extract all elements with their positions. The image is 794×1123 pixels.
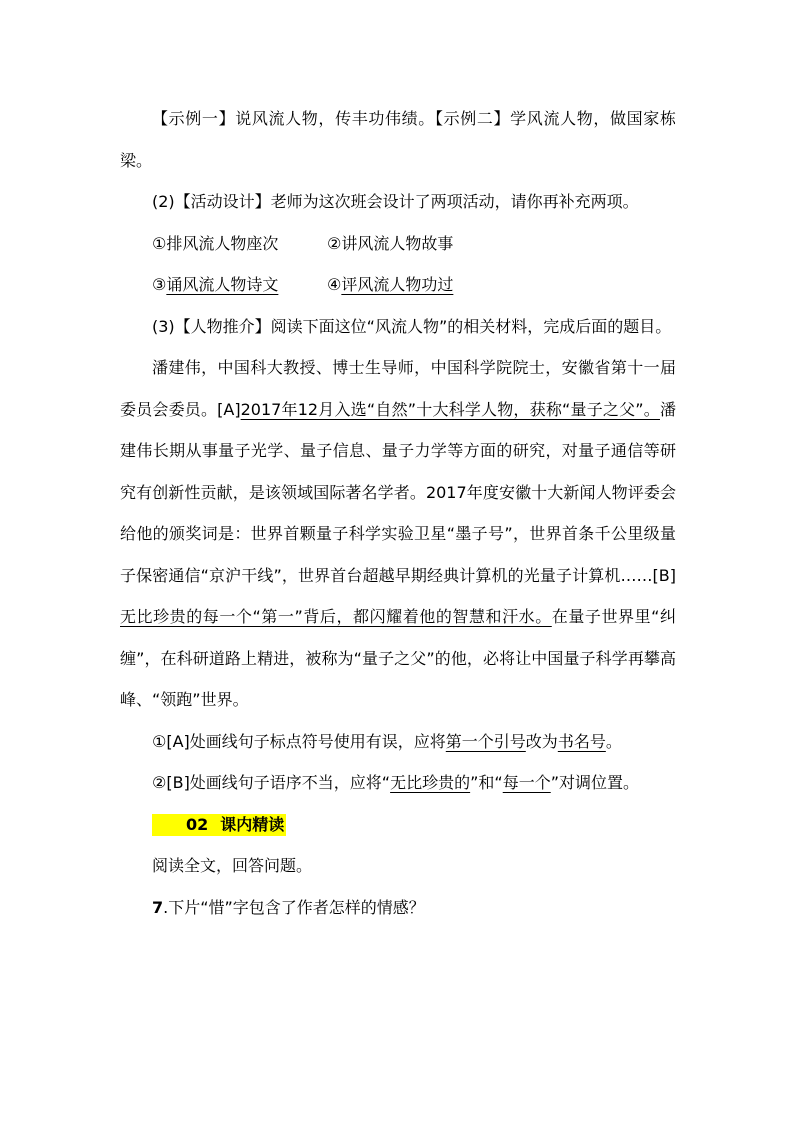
section-number: 02 — [186, 814, 209, 834]
passage-underline-a: 2017年12月入选“自然”十大科学人物，获称“量子之父”。 — [240, 399, 660, 419]
activity-option-1: ①排风流人物座次 — [152, 233, 279, 253]
passage-part-2: 潘建伟长期从事量子光学、量子信息、量子力学等方面的研究，对量子通信等研究有创新性贡献，是该领域国际著名学者。2017年度安徽十大新闻人物评委会给他的颁奖词是：世界首颗量子科学实验卫星“墨子号”，世界首条千公里级量子保密通信“京沪干线”，世界首台超越早期经典计算机的光量子计算机……[B] — [120, 399, 676, 585]
answer-b-middle: ”和“ — [470, 773, 503, 792]
answer-a-underline-1: 第一个引号 — [445, 731, 526, 751]
answer-b-suffix: ”对调位置。 — [550, 773, 640, 792]
answer-b-underline-1: 无比珍贵的 — [390, 773, 471, 792]
question-7 — [120, 887, 676, 929]
answer-b — [120, 762, 676, 804]
section-highlight — [152, 814, 286, 836]
passage-underline-b: 无比珍贵的每一个“第一”背后，都闪耀着他的智慧和汗水。 — [120, 607, 552, 626]
question-3-intro: (3)【人物推介】阅读下面这位“风流人物”的相关材料，完成后面的题目。 — [152, 316, 672, 336]
example-two-text: 学风流人物，做国家栋梁。 — [120, 109, 676, 170]
passage-part-1: 潘建伟，中国科大教授、博士生导师，中国科学院院士，安徽省第十一届委员会委员。[A] — [120, 358, 676, 419]
answer-a-prefix: ①[A]处画线句子标点符号使用有误，应将 — [152, 731, 446, 751]
document-page — [120, 98, 676, 928]
passage-part-3: 在量子世界里“纠缠”，在科研道路上精进，被称为“量子之父”的他，必将让中国量子科学再攀高峰、“领跑”世界。 — [120, 607, 676, 709]
activity-option-3-mark: ③ — [152, 275, 167, 294]
activity-option-2: ②讲风流人物故事 — [327, 233, 454, 253]
question-7-number: 7 — [152, 897, 164, 917]
answer-b-underline-2: 每一个 — [502, 773, 551, 792]
section-title: 课内精读 — [220, 814, 285, 834]
example-one-text: 说风流人物，传丰功伟绩。 — [235, 109, 435, 128]
answer-a-suffix: 。 — [605, 731, 622, 751]
passage-paragraph — [120, 347, 676, 721]
question-7-text: .下片“惜”字包含了作者怎样的情感？ — [163, 897, 425, 917]
answer-a-underline-2: 书名号 — [557, 731, 606, 751]
activity-option-4-answer: 评风流人物功过 — [341, 275, 454, 294]
activity-option-4-mark: ④ — [327, 275, 342, 294]
activity-option-3 — [152, 264, 327, 306]
activity-options-row-2 — [120, 264, 676, 306]
activity-options-row-1 — [120, 223, 676, 265]
activity-option-4 — [327, 264, 453, 306]
examples-paragraph — [120, 98, 676, 181]
activity-option-3-answer: 诵风流人物诗文 — [166, 275, 279, 294]
question-2-intro: (2)【活动设计】老师为这次班会设计了两项活动，请你再补充两项。 — [152, 192, 639, 211]
answer-b-prefix: ②[B]处画线句子语序不当，应将“ — [152, 773, 391, 792]
reading-instruction: 阅读全文，回答问题。 — [152, 856, 313, 875]
answer-a — [120, 721, 676, 763]
answer-a-middle: 改为 — [525, 731, 558, 751]
example-two-label: 【示例二】 — [434, 109, 511, 128]
section-heading — [120, 804, 676, 846]
example-one-label: 【示例一】 — [152, 109, 236, 128]
